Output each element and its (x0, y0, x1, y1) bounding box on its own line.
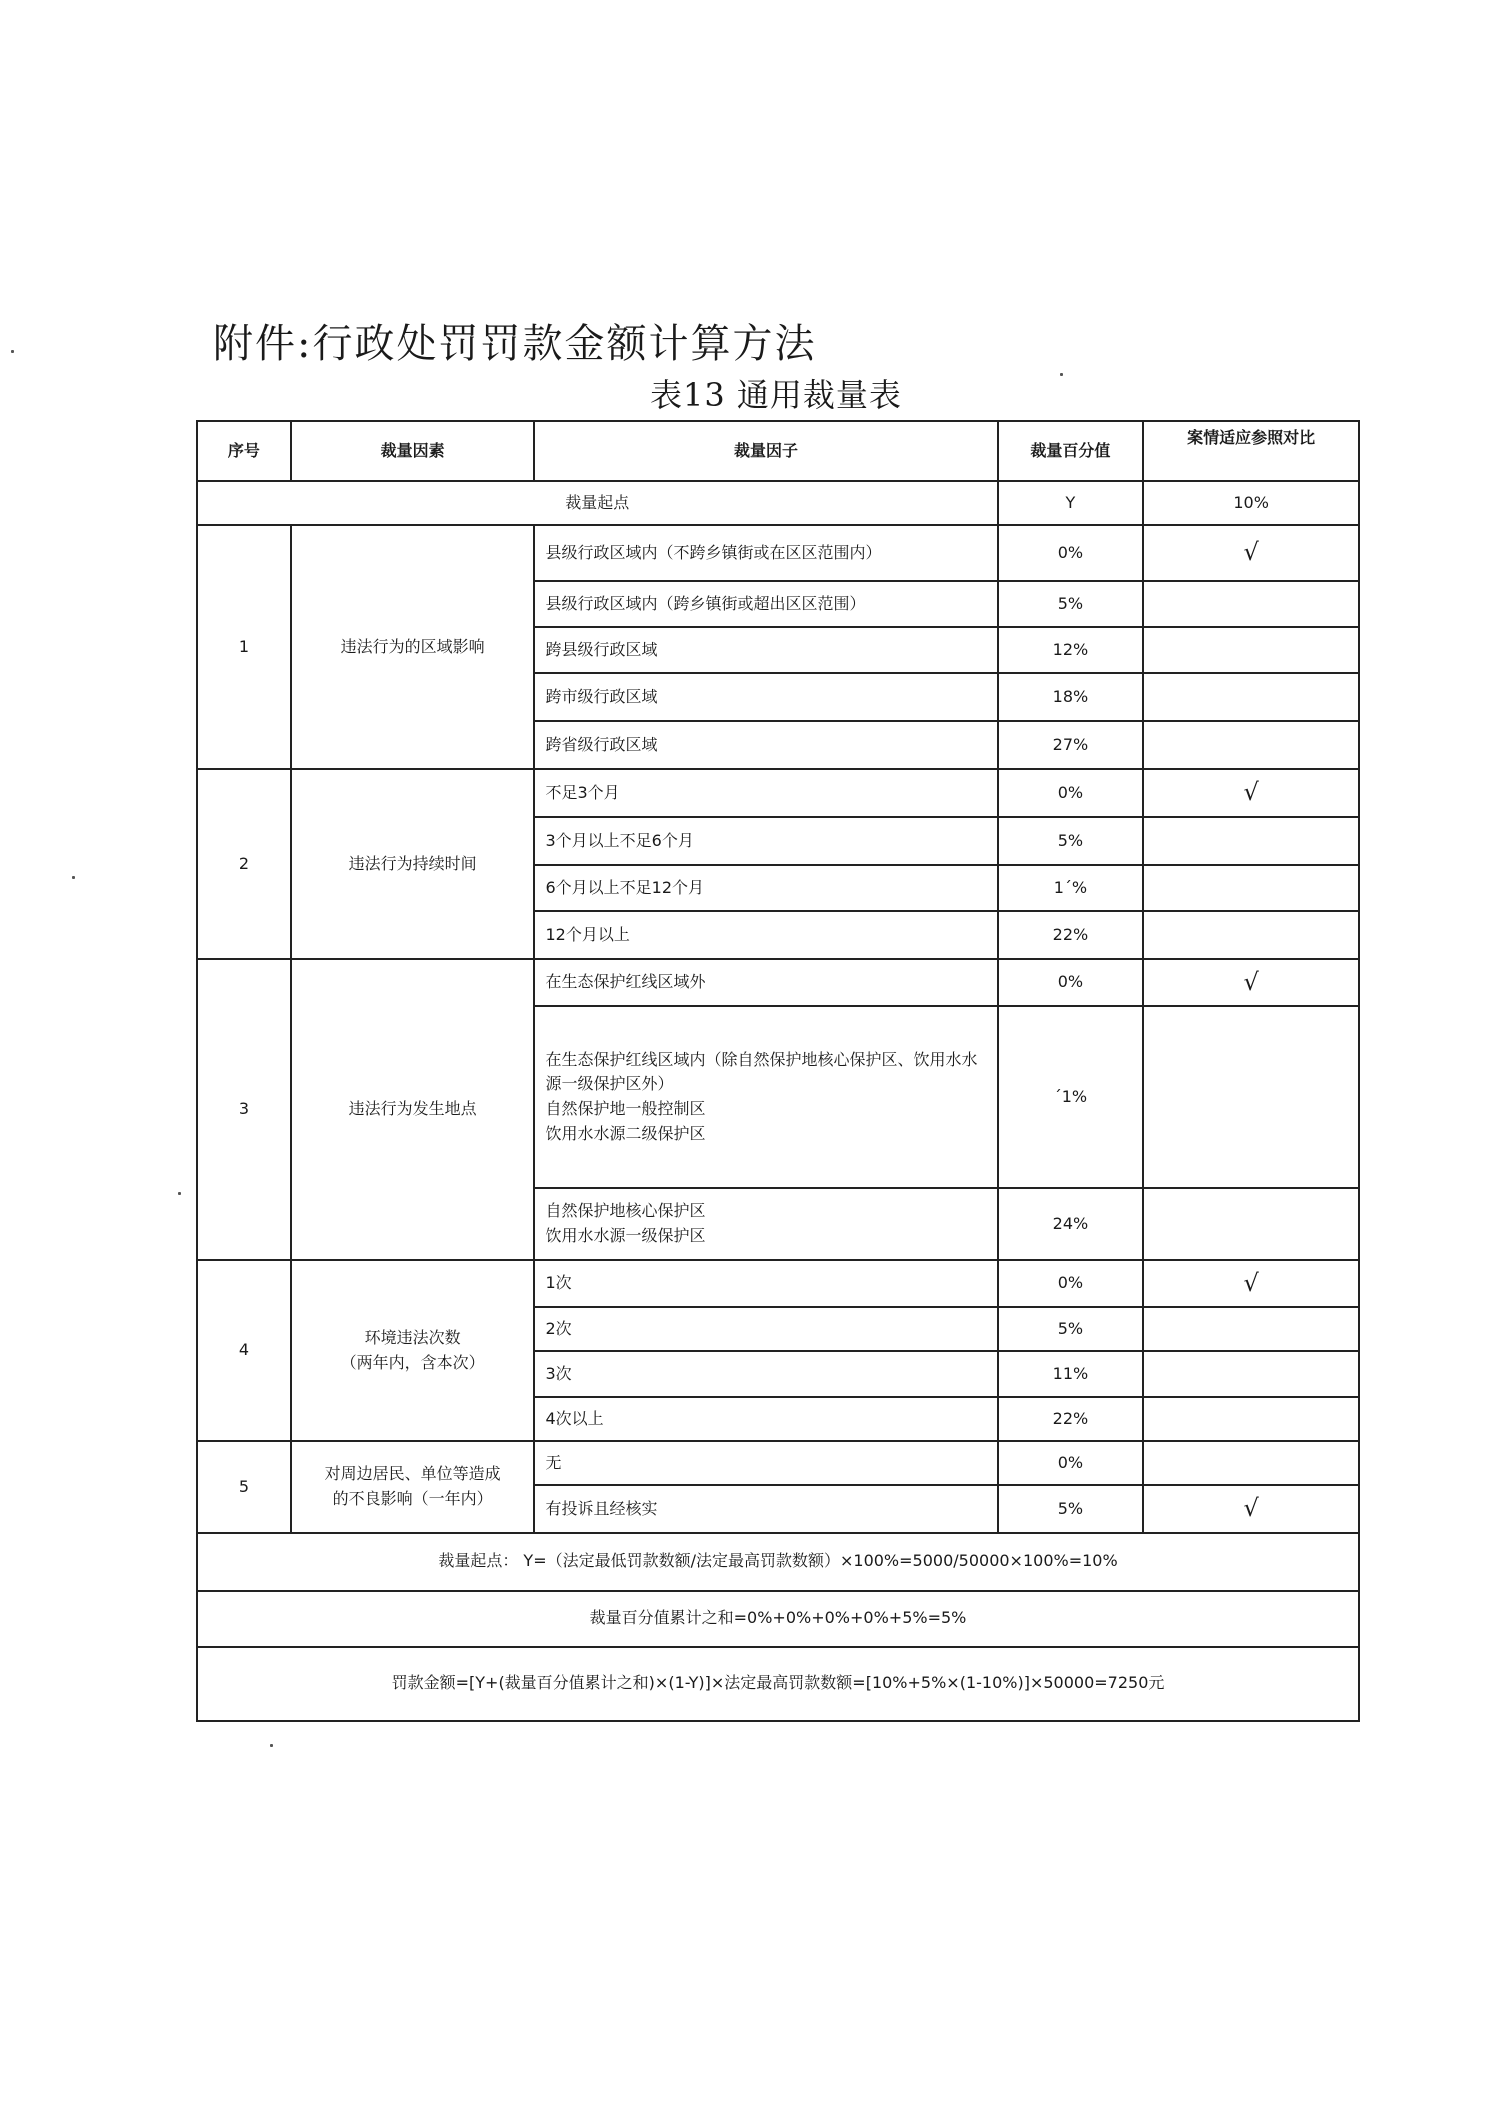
factor-percent: 11% (998, 1351, 1144, 1397)
table-row (197, 959, 1359, 1006)
table-row (197, 769, 1359, 817)
formula-text: 裁量百分值累计之和=0%+0%+0%+0%+5%=5% (197, 1591, 1359, 1647)
group-factor: 违法行为的区域影响 (291, 525, 535, 769)
start-point-row (197, 481, 1359, 525)
group-factor: 违法行为持续时间 (291, 769, 535, 959)
checkmark-cell (1143, 1188, 1359, 1260)
factor-item: 跨市级行政区域 (534, 673, 997, 721)
checkmark-cell (1143, 721, 1359, 769)
checkmark-cell (1143, 911, 1359, 959)
table-row (197, 1441, 1359, 1485)
factor-percent: 18% (998, 673, 1144, 721)
formula-row (197, 1533, 1359, 1591)
factor-item: 2次 (534, 1307, 997, 1351)
factor-percent: 5% (998, 581, 1144, 627)
scan-speck (1060, 373, 1063, 376)
scan-speck (178, 1192, 181, 1195)
factor-item: 县级行政区域内（不跨乡镇街或在区区范围内） (534, 525, 997, 581)
checkmark-cell (1143, 817, 1359, 865)
factor-percent: 0% (998, 769, 1144, 817)
factor-percent: 12% (998, 627, 1144, 673)
factor-item: 3次 (534, 1351, 997, 1397)
group-number: 4 (197, 1260, 291, 1441)
group-factor: 环境违法次数 （两年内，含本次） (291, 1260, 535, 1441)
checkmark-cell: √ (1143, 525, 1359, 581)
checkmark-cell: √ (1143, 1260, 1359, 1307)
factor-item: 4次以上 (534, 1397, 997, 1441)
factor-item: 在生态保护红线区域外 (534, 959, 997, 1006)
discretion-table (196, 420, 1360, 1722)
factor-item: 有投诉且经核实 (534, 1485, 997, 1532)
factor-percent: 5% (998, 817, 1144, 865)
scan-speck (72, 876, 75, 879)
header-cell: 裁量因素 (291, 421, 535, 481)
formula-row (197, 1591, 1359, 1647)
formula-text: 罚款金额=[Y+(裁量百分值累计之和)×(1-Y)]×法定最高罚款数额=[10%+5%×(1-10%)]×50000=7250元 (197, 1647, 1359, 1721)
checkmark-cell (1143, 1397, 1359, 1441)
start-point-label: 裁量起点 (197, 481, 998, 525)
factor-item: 12个月以上 (534, 911, 997, 959)
checkmark-cell (1143, 1006, 1359, 1188)
attachment-title: 附件:行政处罚罚款金额计算方法 (213, 321, 817, 367)
factor-percent: 0% (998, 1260, 1144, 1307)
table-body (197, 421, 1359, 1721)
factor-percent: 5% (998, 1485, 1144, 1532)
checkmark-cell (1143, 673, 1359, 721)
header-cell: 裁量因子 (534, 421, 997, 481)
checkmark-cell: √ (1143, 959, 1359, 1006)
checkmark-cell: √ (1143, 1485, 1359, 1532)
factor-item: 自然保护地核心保护区 饮用水水源一级保护区 (534, 1188, 997, 1260)
factor-percent: 0% (998, 959, 1144, 1006)
factor-percent: 27% (998, 721, 1144, 769)
group-number: 3 (197, 959, 291, 1260)
factor-percent: 22% (998, 911, 1144, 959)
scan-speck (270, 1744, 273, 1747)
factor-item: 不足3个月 (534, 769, 997, 817)
header-cell: 裁量百分值 (998, 421, 1144, 481)
factor-percent: 1ˊ% (998, 865, 1144, 911)
formula-row (197, 1647, 1359, 1721)
scan-speck (11, 350, 14, 353)
checkmark-cell: √ (1143, 769, 1359, 817)
table-title: 表13 通用裁量表 (650, 376, 902, 414)
start-point-check: 10% (1143, 481, 1359, 525)
header-cell: 序号 (197, 421, 291, 481)
formula-text: 裁量起点： Y=（法定最低罚款数额/法定最高罚款数额）×100%=5000/50000×100%=10% (197, 1533, 1359, 1591)
checkmark-cell (1143, 865, 1359, 911)
factor-percent: 0% (998, 525, 1144, 581)
group-factor: 对周边居民、单位等造成 的不良影响（一年内） (291, 1441, 535, 1532)
header-row (197, 421, 1359, 481)
group-factor: 违法行为发生地点 (291, 959, 535, 1260)
factor-item: 1次 (534, 1260, 997, 1307)
factor-percent: ˊ1% (998, 1006, 1144, 1188)
group-number: 2 (197, 769, 291, 959)
start-point-value: Y (998, 481, 1144, 525)
table-row (197, 525, 1359, 581)
checkmark-cell (1143, 1441, 1359, 1485)
factor-item: 在生态保护红线区域内（除自然保护地核心保护区、饮用水水源一级保护区外） 自然保护地一般控制区 饮用水水源二级保护区 (534, 1006, 997, 1188)
factor-percent: 0% (998, 1441, 1144, 1485)
factor-percent: 22% (998, 1397, 1144, 1441)
table-row (197, 1260, 1359, 1307)
checkmark-cell (1143, 1351, 1359, 1397)
factor-item: 县级行政区域内（跨乡镇街或超出区区范围） (534, 581, 997, 627)
checkmark-cell (1143, 1307, 1359, 1351)
factor-item: 跨省级行政区域 (534, 721, 997, 769)
group-number: 5 (197, 1441, 291, 1532)
factor-item: 跨县级行政区域 (534, 627, 997, 673)
factor-item: 无 (534, 1441, 997, 1485)
factor-percent: 24% (998, 1188, 1144, 1260)
header-cell: 案情适应参照对比 (1143, 421, 1359, 481)
checkmark-cell (1143, 627, 1359, 673)
group-number: 1 (197, 525, 291, 769)
factor-percent: 5% (998, 1307, 1144, 1351)
factor-item: 3个月以上不足6个月 (534, 817, 997, 865)
factor-item: 6个月以上不足12个月 (534, 865, 997, 911)
checkmark-cell (1143, 581, 1359, 627)
